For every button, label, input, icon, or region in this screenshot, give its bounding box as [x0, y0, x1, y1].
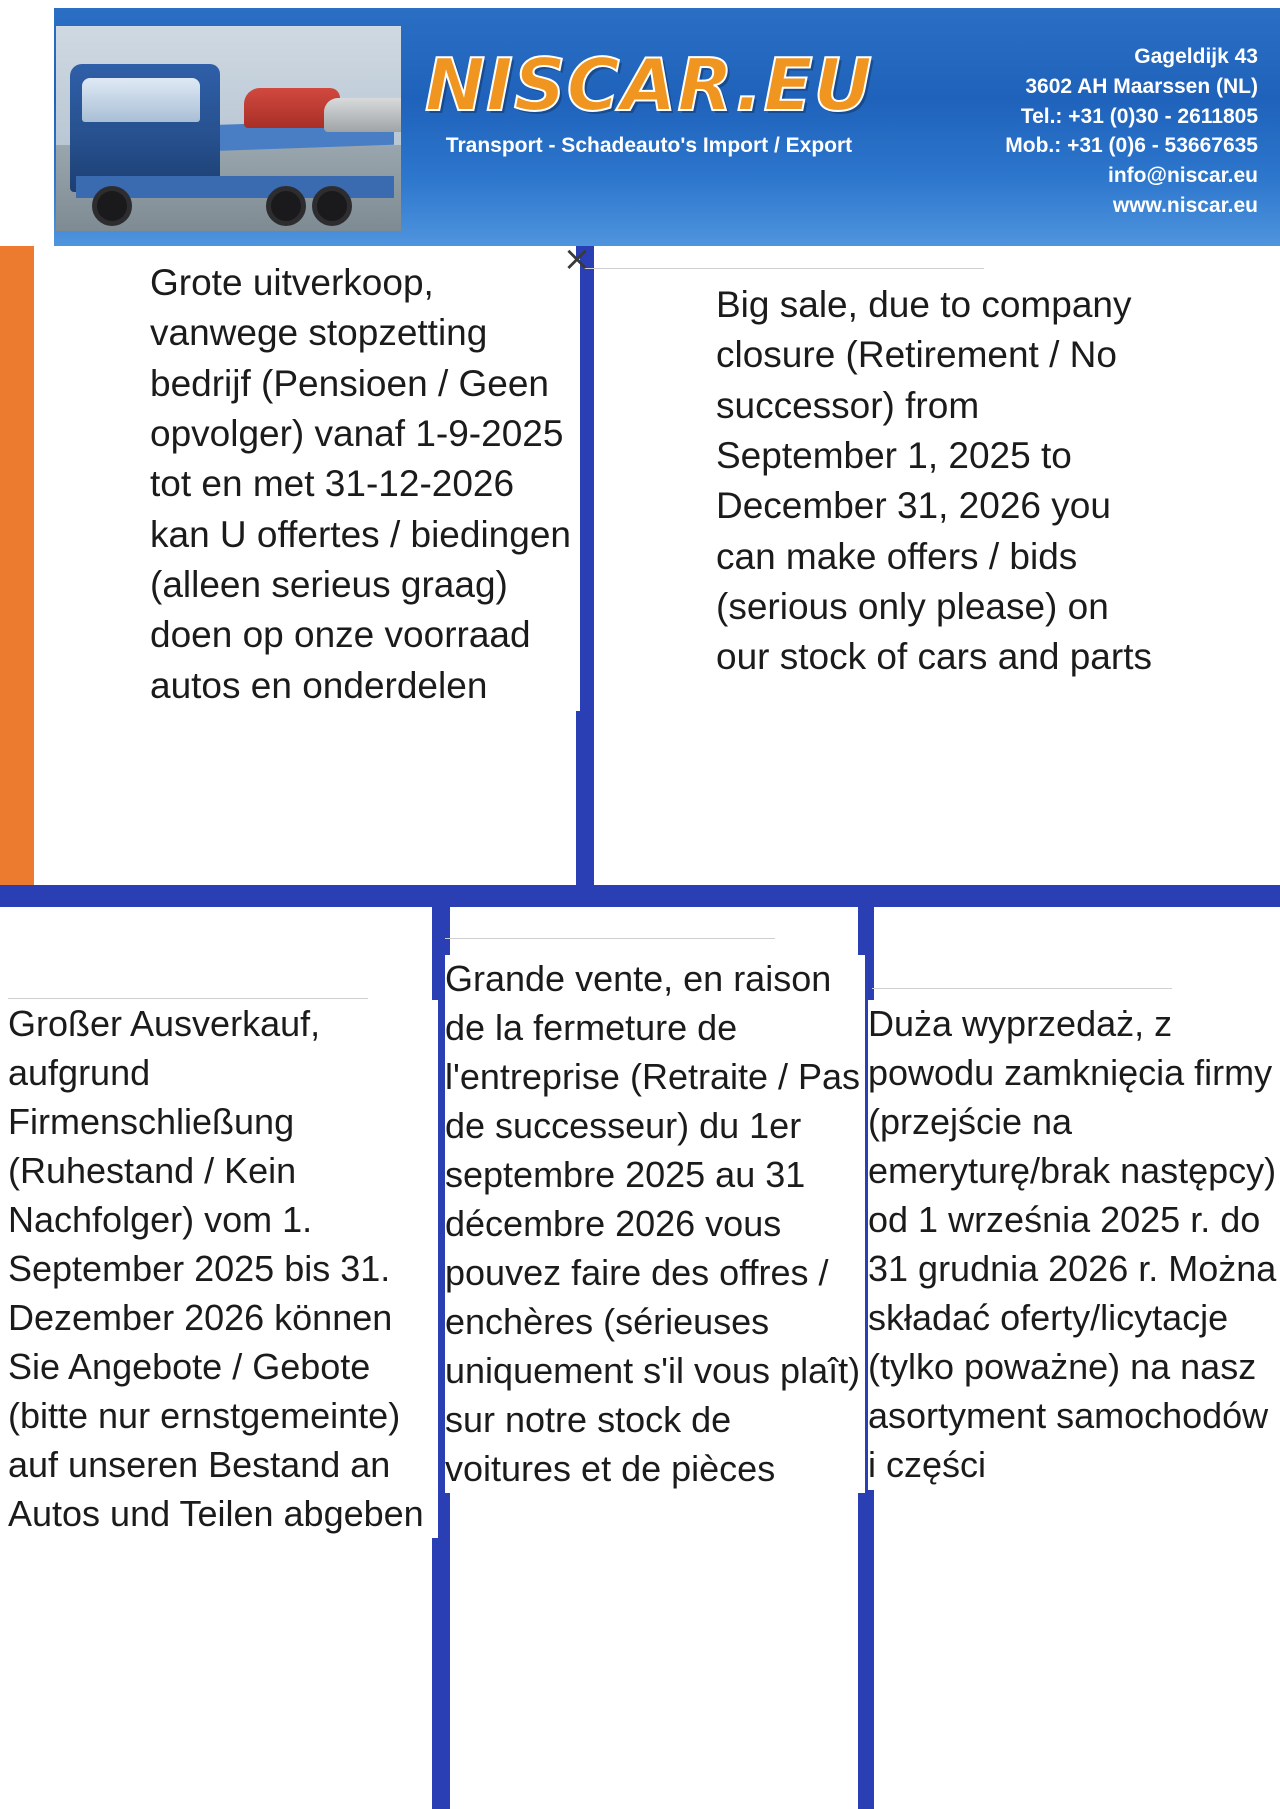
- truck-photo: [56, 26, 401, 231]
- banner-left-margin: [34, 8, 54, 246]
- notice-polish: Duża wyprzedaż, z powodu zamknięcia firmy (przejście na emeryturę/brak następcy) od 1 września 2025 r. do 31 grudnia 2026 r. Można składać oferty/licytacje (tylko poważne) na nasz asortyment samochodów i części: [868, 1000, 1280, 1490]
- contact-address-line2: 3602 AH Maarssen (NL): [1025, 74, 1258, 98]
- notice-dutch: Grote uitverkoop, vanwege stopzetting bedrijf (Pensioen / Geen opvolger) vanaf 1-9-2025 tot en met 31-12-2026 kan U offertes / biedingen (alleen serieus graag) doen op onze voorraad autos en onderdelen: [150, 258, 580, 711]
- paper-edge-line: [872, 988, 1172, 989]
- horizontal-divider: [0, 885, 1280, 907]
- page-top-margin: [0, 0, 1280, 8]
- notice-french: Grande vente, en raison de la fermeture de l'entreprise (Retraite / Pas de successeur) du 1er septembre 2025 au 31 décembre 2026 vous pouvez faire des offres / enchères (sérieuses uniquement s'il vous plaît) sur notre stock de voitures et de pièces: [445, 955, 865, 1493]
- silver-car-on-deck: [324, 98, 401, 132]
- truck-windshield: [82, 78, 200, 122]
- paper-edge-line: [584, 268, 984, 269]
- brand-logo: [414, 43, 884, 158]
- logo-wordmark: NISCAR.EU: [424, 43, 874, 127]
- logo-tagline: Transport - Schadeauto's Import / Export: [445, 133, 853, 157]
- orange-side-stripe: [0, 246, 34, 896]
- close-icon: ×: [562, 239, 592, 279]
- contact-address-line1: Gageldijk 43: [1134, 45, 1258, 68]
- notice-german: Großer Ausverkauf, aufgrund Firmenschließung (Ruhestand / Kein Nachfolger) vom 1. September 2025 bis 31. Dezember 2026 können Sie Angebote / Gebote (bitte nur ernstgemeinte) auf unseren Bestand an Autos und Teilen abgeben: [8, 1000, 438, 1538]
- contact-mobile: Mob.: +31 (0)6 - 53667635: [1005, 134, 1258, 158]
- contact-email[interactable]: info@niscar.eu: [1107, 164, 1258, 188]
- contact-website[interactable]: www.niscar.eu: [1112, 194, 1258, 218]
- header-banner: [34, 8, 1280, 246]
- truck-wheel: [266, 186, 306, 226]
- paper-edge-line: [445, 938, 775, 939]
- paper-edge-line: [8, 998, 368, 999]
- notice-english: Big sale, due to company closure (Retirement / No successor) from September 1, 2025 to December 31, 2026 you can make offers / bids (serious only please) on our stock of cars and parts: [716, 280, 1156, 683]
- contact-block: [1005, 42, 1258, 221]
- contact-telephone: Tel.: +31 (0)30 - 2611805: [1020, 104, 1258, 128]
- truck-wheel: [92, 186, 132, 226]
- truck-wheel: [312, 186, 352, 226]
